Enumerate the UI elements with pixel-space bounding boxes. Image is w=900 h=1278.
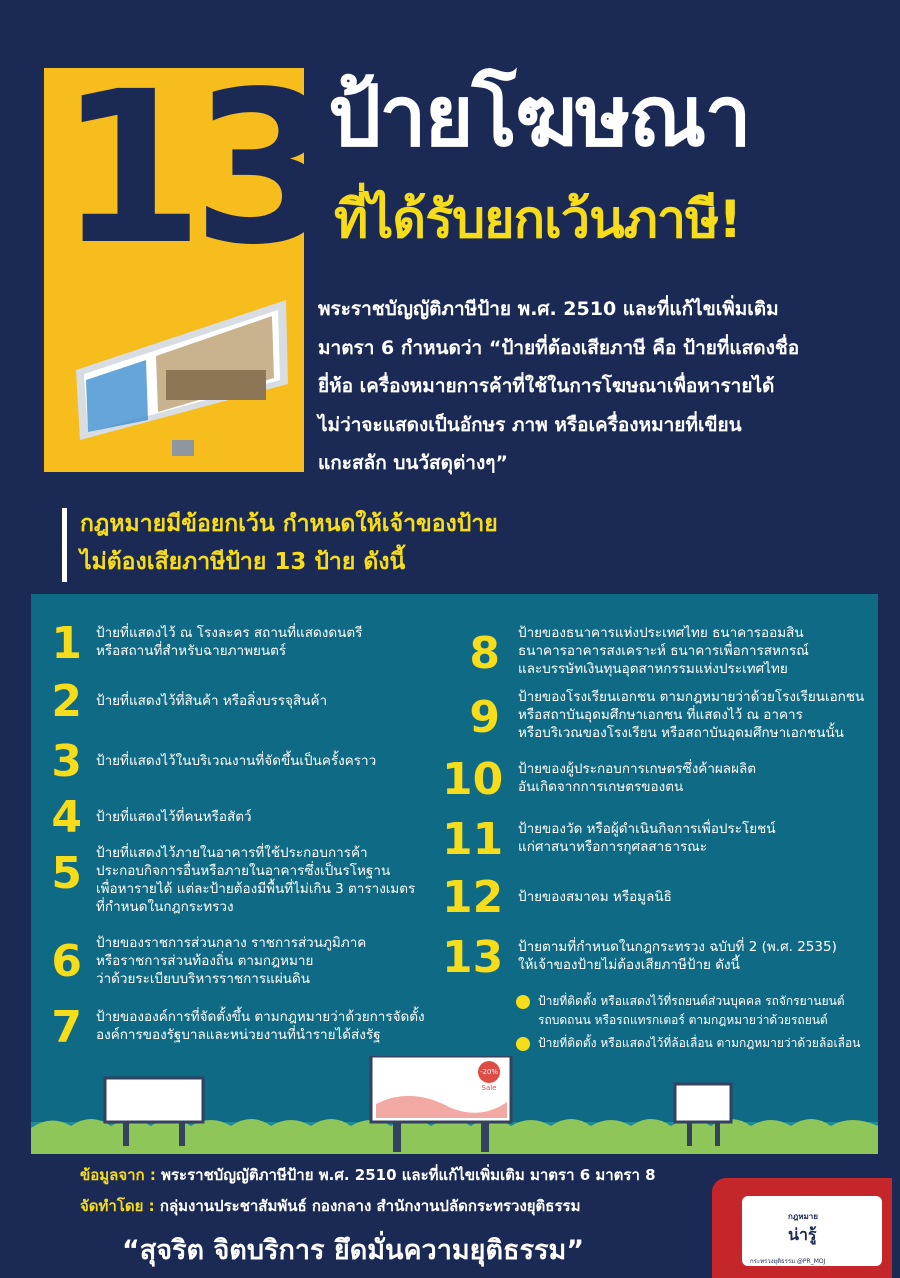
subheading-line: ไม่ต้องเสียภาษีป้าย 13 ป้าย ดังนี้ — [80, 549, 406, 575]
poster-subtitle: ที่ได้รับยกเว้นภาษี! — [334, 190, 742, 250]
item-text: ให้เจ้าของป้ายไม่ต้องเสียภาษีป้าย ดังนี้ — [518, 957, 740, 973]
item-number: 10 — [442, 754, 504, 805]
item-text: ป้ายที่แสดงไว้ที่คนหรือสัตว์ — [96, 809, 252, 825]
item-text: ป้ายของสมาคม หรือมูลนิธิ — [518, 889, 672, 905]
item-number: 13 — [442, 932, 504, 983]
logo-name: น่ารู้ — [788, 1225, 817, 1244]
sale-text: Sale — [481, 1084, 497, 1092]
item-text: แก่ศาสนาหรือการกุศลสาธารณะ — [518, 839, 708, 855]
producer-label: จัดทำโดย : — [80, 1197, 155, 1215]
billboard-illustration — [76, 300, 298, 456]
bullet-dot — [516, 995, 530, 1009]
source-text: พระราชบัญญัติภาษีป้าย พ.ศ. 2510 และที่แก้ไขเพิ่มเติม มาตรา 6 มาตรา 8 — [161, 1166, 656, 1184]
item-text: ป้ายของราชการส่วนกลาง ราชการส่วนภูมิภาค — [96, 935, 367, 951]
item-text: ป้ายที่แสดงไว้ภายในอาคารที่ใช้ประกอบการค้า — [96, 845, 368, 861]
intro-text — [318, 290, 883, 483]
source-line — [80, 1160, 656, 1191]
logo-kicker: กฎหมาย — [788, 1212, 818, 1221]
item-text: เพื่อหารายได้ แต่ละป้ายต้องมีพื้นที่ไม่เกิน 3 ตารางเมตร — [96, 881, 416, 897]
item-number: 12 — [442, 872, 504, 923]
poster-title: ป้ายโฆษณา — [328, 67, 750, 165]
item-text: และบรรษัทเงินทุนอุตสาหกรรมแห่งประเทศไทย — [518, 661, 788, 677]
item-text: หรือสถานที่สำหรับฉายภาพยนตร์ — [96, 643, 287, 659]
logo-handles: กระทรวงยุติธรรม @PR_MOJ — [750, 1258, 826, 1265]
bullet-text: ป้ายที่ติดตั้ง หรือแสดงไว้ที่ล้อเลื่อน ตามกฎหมายว่าด้วยล้อเลื่อน — [538, 1036, 861, 1050]
item-number: 8 — [469, 628, 500, 679]
intro-line: ไม่ว่าจะแสดงเป็นอักษร ภาพ หรือเครื่องหมายที่เขียน — [318, 413, 742, 436]
bullet-text: ป้ายที่ติดตั้ง หรือแสดงไว้ที่รถยนต์ส่วนบุคคล รถจักรยานยนต์ — [538, 994, 845, 1008]
intro-line: ยี่ห้อ เครื่องหมายการค้าที่ใช้ในการโฆษณาเพื่อหารายได้ — [318, 375, 775, 397]
item-number: 1 — [51, 618, 82, 669]
item-text: ป้ายที่แสดงไว้ในบริเวณงานที่จัดขึ้นเป็นครั้งคราว — [96, 753, 377, 769]
item-text: ธนาคารอาคารสงเคราะห์ ธนาคารเพื่อการสหกรณ์ — [518, 643, 809, 659]
item-number: 3 — [51, 736, 82, 787]
item-text: ว่าด้วยระเบียบบริหารราชการแผ่นดิน — [96, 971, 310, 987]
billboard-scene — [31, 1056, 878, 1154]
intro-line: พระราชบัญญัติภาษีป้าย พ.ศ. 2510 และที่แก้ไขเพิ่มเติม — [318, 298, 779, 320]
item-number: 4 — [51, 792, 82, 843]
item-text: ป้ายของธนาคารแห่งประเทศไทย ธนาคารออมสิน — [518, 625, 804, 641]
subheading — [80, 505, 498, 581]
logo-title — [788, 1210, 818, 1248]
credits — [80, 1160, 656, 1222]
item-text: หรือบริเวณของโรงเรียน หรือสถาบันอุดมศึกษาเอกชนนั้น — [518, 725, 844, 741]
producer-line — [80, 1191, 656, 1222]
big-number: 13 — [58, 46, 327, 291]
item-text: อันเกิดจากการเกษตรของตน — [518, 779, 684, 795]
item-number: 7 — [51, 1002, 82, 1053]
producer-text: กลุ่มงานประชาสัมพันธ์ กองกลาง สำนักงานปลัดกระทรวงยุติธรรม — [159, 1197, 581, 1215]
intro-line: มาตรา 6 กำหนดว่า “ป้ายที่ต้องเสียภาษี คือ ป้ายที่แสดงชื่อ — [318, 336, 800, 359]
bullet-dot — [516, 1037, 530, 1051]
item-text: ป้ายของผู้ประกอบการเกษตรซึ่งค้าผลผลิต — [518, 761, 757, 777]
item-text: ป้ายของวัด หรือผู้ดำเนินกิจการเพื่อประโยชน์ — [518, 821, 776, 837]
item-text: หรือสถาบันอุดมศึกษาเอกชน ที่แสดงไว้ ณ อาคาร — [518, 707, 803, 723]
item-text: องค์การของรัฐบาลและหน่วยงานที่นำรายได้ส่งรัฐ — [96, 1027, 381, 1043]
subheading-bar — [62, 508, 67, 582]
item-number: 2 — [51, 676, 82, 727]
intro-line: แกะสลัก บนวัสดุต่างๆ” — [318, 452, 508, 474]
item-number: 6 — [51, 936, 82, 987]
sale-badge-text: -20% — [479, 1068, 499, 1076]
item-text: ประกอบกิจการอื่นหรือภายในอาคารซึ่งเป็นรโหฐาน — [96, 863, 391, 879]
item-number: 11 — [442, 814, 504, 865]
bullet-text: รถบดถนน หรือรถแทรกเตอร์ ตามกฎหมายว่าด้วยรถยนต์ — [538, 1013, 828, 1027]
item-text: ป้ายที่แสดงไว้ที่สินค้า หรือสิ่งบรรจุสินค้า — [96, 693, 328, 709]
item-text: ที่กำหนดในกฎกระทรวง — [96, 899, 234, 915]
slogan: “สุจริต จิตบริการ ยึดมั่นความยุติธรรม” — [122, 1235, 585, 1266]
item-text: ป้ายที่แสดงไว้ ณ โรงละคร สถานที่แสดงดนตรี — [96, 625, 363, 641]
item-text: ป้ายขององค์การที่จัดตั้งขึ้น ตามกฎหมายว่าด้วยการจัดตั้ง — [96, 1009, 425, 1025]
item-text: ป้ายตามที่กำหนดในกฎกระทรวง ฉบับที่ 2 (พ.ศ. 2535) — [518, 939, 837, 955]
source-label: ข้อมูลจาก : — [80, 1166, 156, 1184]
item-number: 9 — [469, 692, 500, 743]
item-text: ป้ายของโรงเรียนเอกชน ตามกฎหมายว่าด้วยโรงเรียนเอกชน — [518, 689, 865, 705]
item-number: 5 — [51, 848, 82, 899]
subheading-line: กฎหมายมีข้อยกเว้น กำหนดให้เจ้าของป้าย — [80, 511, 498, 537]
item-text: หรือราชการส่วนท้องถิ่น ตามกฎหมาย — [96, 953, 314, 969]
